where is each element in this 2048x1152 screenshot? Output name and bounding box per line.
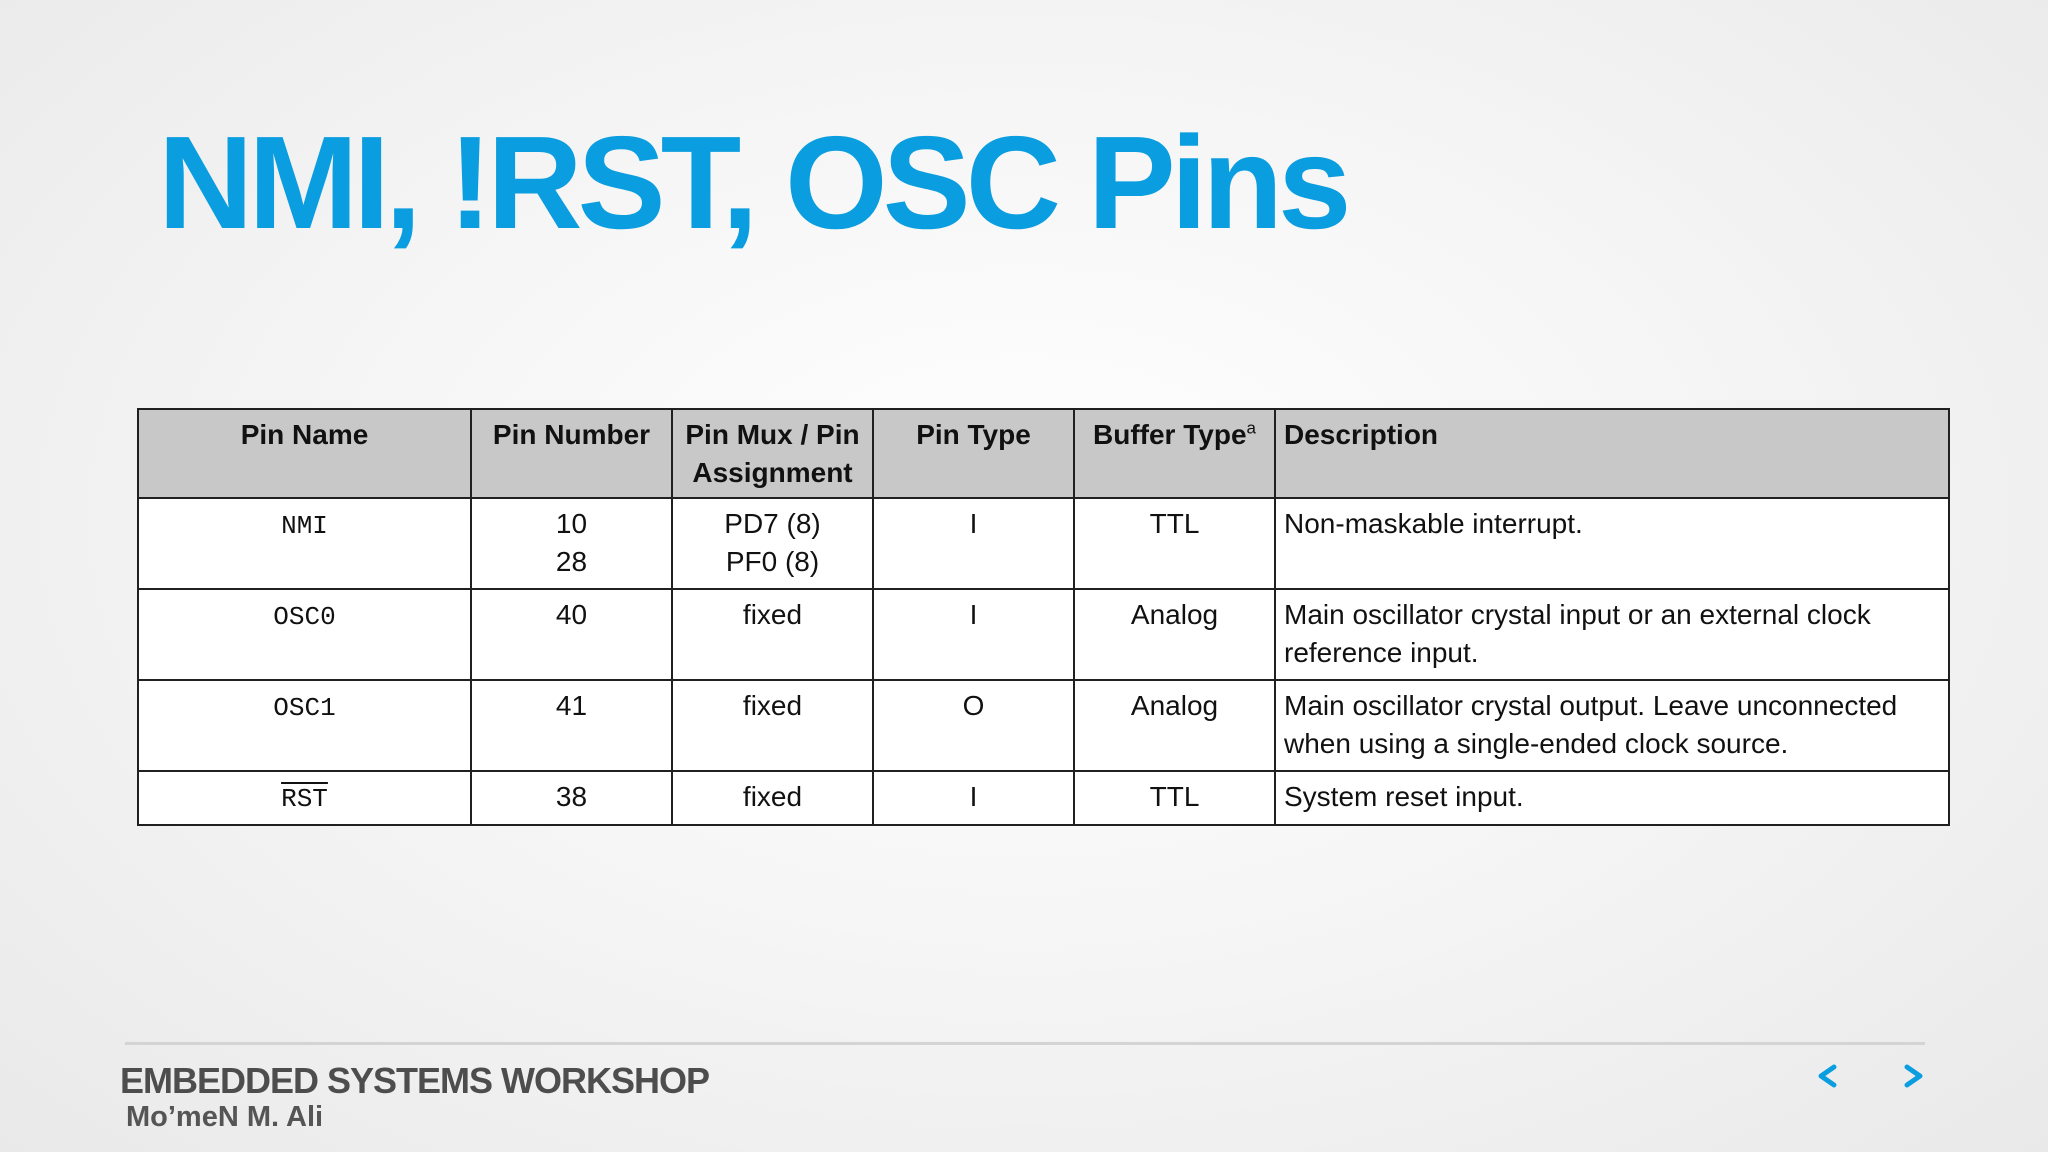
footer-divider <box>125 1042 1925 1045</box>
table-row <box>138 589 1949 680</box>
cell-buffer-type: TTL <box>1074 771 1275 825</box>
cell-pin-type: O <box>873 680 1074 771</box>
cell-description-line1: Non-maskable interrupt. <box>1284 508 1583 539</box>
header-description: Description <box>1275 409 1949 498</box>
cell-pin-number-line1: 41 <box>555 690 588 721</box>
cell-pin-name-rst: $\overline{RST}$ <box>281 784 328 814</box>
cell-description <box>1275 771 1949 825</box>
cell-pin-mux-line2: PF0 (8) <box>725 546 820 577</box>
cell-buffer-type: Analog <box>1074 680 1275 771</box>
footer-author: Mo’meN M. Ali <box>126 1101 324 1133</box>
cell-pin-name <box>138 771 471 825</box>
cell-pin-mux-line1: fixed <box>742 781 803 812</box>
header-pin-mux-line2: Assignment <box>692 457 853 488</box>
header-pin-type: Pin Type <box>873 409 1074 498</box>
cell-description-line1: Main oscillator crystal input or an external clock <box>1284 599 1871 630</box>
footer-title: EMBEDDED SYSTEMS WORKSHOP <box>120 1060 710 1101</box>
cell-pin-name: OSC1 <box>138 680 471 771</box>
cell-pin-number-line1: 40 <box>555 599 588 630</box>
cell-pin-name: OSC0 <box>138 589 471 680</box>
cell-pin-mux <box>672 589 873 680</box>
cell-pin-mux-line1: PD7 (8) <box>724 508 821 539</box>
cell-pin-mux-line1: fixed <box>742 599 803 630</box>
table-row <box>138 771 1949 825</box>
cell-description-line1: System reset input. <box>1284 781 1524 812</box>
header-pin-name: Pin Name <box>138 409 471 498</box>
cell-pin-type: I <box>873 771 1074 825</box>
cell-pin-mux <box>672 498 873 589</box>
cell-description-line1: Main oscillator crystal output. Leave unconnected <box>1284 690 1898 721</box>
cell-pin-number-line1: 10 <box>555 508 588 539</box>
cell-pin-number-line2: 28 <box>555 546 588 577</box>
cell-pin-type: I <box>873 589 1074 680</box>
slide-title: NMI, !RST, OSC Pins <box>158 109 1347 256</box>
cell-pin-number <box>471 498 672 589</box>
cell-description <box>1275 589 1949 680</box>
chevron-right-icon <box>1893 1058 1933 1098</box>
cell-pin-mux <box>672 680 873 771</box>
header-pin-mux <box>672 409 873 498</box>
header-buffer-type-label: Buffer Type <box>1093 419 1247 450</box>
header-buffer-type <box>1074 409 1275 498</box>
cell-buffer-type: Analog <box>1074 589 1275 680</box>
next-slide-button[interactable] <box>1893 1058 1933 1098</box>
cell-pin-mux <box>672 771 873 825</box>
cell-buffer-type: TTL <box>1074 498 1275 589</box>
header-pin-mux-line1: Pin Mux / Pin <box>685 419 860 450</box>
previous-slide-button[interactable] <box>1808 1058 1848 1098</box>
cell-pin-number-line1: 38 <box>555 781 588 812</box>
cell-pin-number <box>471 589 672 680</box>
table-header-row <box>138 409 1949 498</box>
header-buffer-type-footnote: a <box>1246 418 1256 438</box>
cell-description <box>1275 498 1949 589</box>
cell-description <box>1275 680 1949 771</box>
cell-description-line2: reference input. <box>1284 637 1479 668</box>
cell-pin-number <box>471 680 672 771</box>
cell-pin-type: I <box>873 498 1074 589</box>
table-row <box>138 680 1949 771</box>
cell-pin-name: NMI <box>138 498 471 589</box>
cell-pin-number <box>471 771 672 825</box>
pin-table <box>137 408 1950 826</box>
header-pin-number: Pin Number <box>471 409 672 498</box>
table-row <box>138 498 1949 589</box>
cell-pin-mux-line1: fixed <box>742 690 803 721</box>
cell-description-line2: when using a single-ended clock source. <box>1284 728 1789 759</box>
chevron-left-icon <box>1808 1058 1848 1098</box>
